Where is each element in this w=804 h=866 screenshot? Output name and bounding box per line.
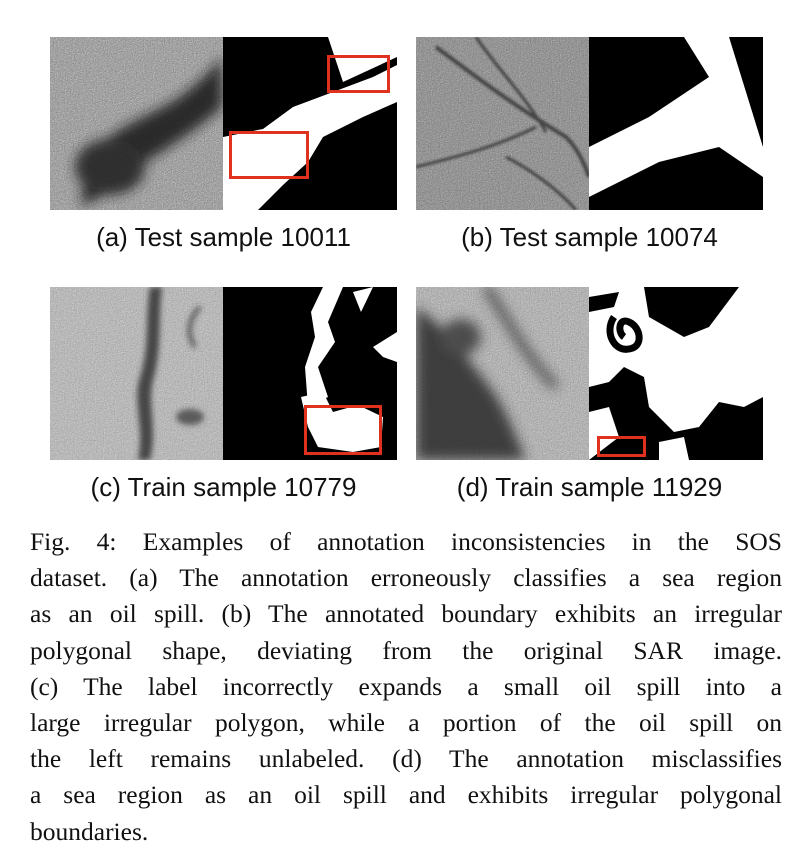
caption-line: dataset. (a) The annotation erroneously classifies a sea region (30, 563, 782, 593)
sar-image (416, 37, 589, 210)
sar-image (50, 37, 223, 210)
panel-d (416, 287, 763, 460)
highlight-box (229, 131, 309, 179)
caption-line: large irregular polygon, while a portion of the oil spill on (30, 708, 782, 738)
panel-c-label: (c) Train sample 10779 (90, 472, 357, 502)
figure-caption (30, 524, 782, 850)
panel-b-label: (b) Test sample 10074 (461, 222, 718, 252)
panel-a-label: (a) Test sample 10011 (96, 222, 351, 252)
annotation-mask (589, 287, 763, 460)
panel-b (416, 37, 763, 210)
caption-line: as an oil spill. (b) The annotated boundary exhibits an irregular (30, 599, 782, 629)
caption-line: boundaries. (30, 816, 149, 846)
panel-d-label: (d) Train sample 11929 (456, 472, 723, 502)
panel-a (50, 37, 397, 210)
highlight-box (304, 405, 382, 455)
sar-image (416, 287, 589, 460)
caption-line: polygonal shape, deviating from the original SAR image. (30, 635, 782, 665)
highlight-box (597, 436, 646, 457)
highlight-box (327, 55, 390, 93)
caption-line: the left remains unlabeled. (d) The annotation misclassifies (30, 744, 782, 774)
caption-line: a sea region as an oil spill and exhibits irregular polygonal (30, 780, 782, 810)
caption-line: (c) The label incorrectly expands a small oil spill into a (30, 671, 782, 701)
annotation-mask (589, 37, 763, 210)
sar-image (50, 287, 223, 460)
caption-line: Fig. 4: Examples of annotation inconsistencies in the SOS (30, 527, 782, 556)
panel-c (50, 287, 397, 460)
